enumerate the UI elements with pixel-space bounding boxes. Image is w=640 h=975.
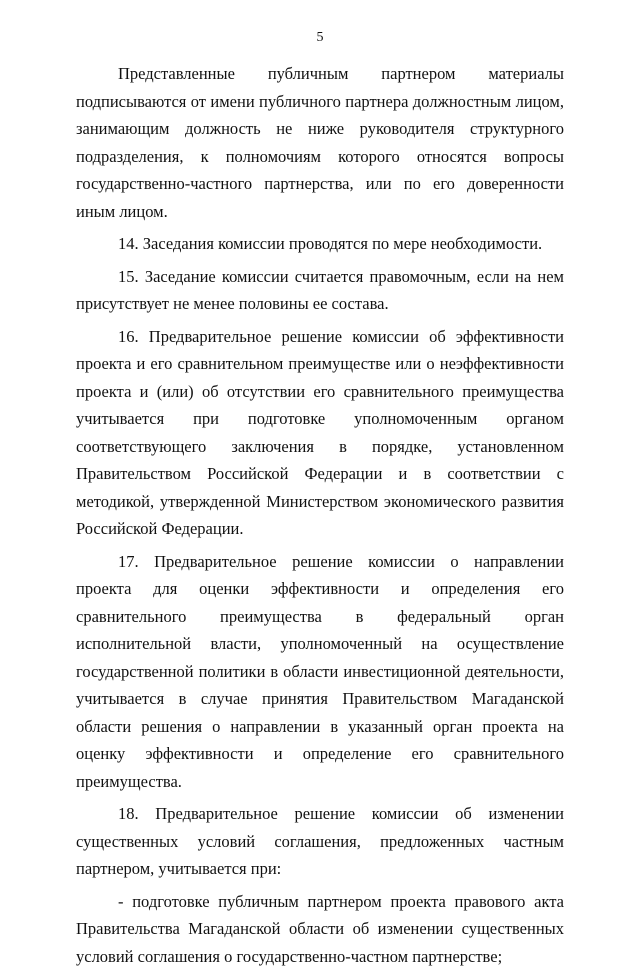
paragraph-15: 15. Заседание комиссии считается правомочным, если на нем присутствует не менее половины ее состава. — [76, 266, 564, 313]
paragraph-17: 17. Предварительное решение комиссии о направлении проекта для оценки эффективности и определения его сравнительного преимущества в федеральный орган исполнительной власти, уполномоченный на осуществление государственной политики в области инвестиционной деятельности, учитывается в случае принятия Правительством Магаданской области решения о направлении в указанный орган проекта на оценку эффективности и определение его сравнительного преимущества. — [76, 551, 564, 791]
document-body — [76, 60, 564, 975]
page-number: 5 — [316, 30, 324, 45]
paragraph-14: 14. Заседания комиссии проводятся по мере необходимости. — [118, 234, 543, 253]
paragraph-materials-signing: Представленные публичным партнером материалы подписываются от имени публичного партнера должностным лицом, занимающим должность не ниже руководителя структурного подразделения, к полномочиям которого относятся вопросы государственно-частного партнерства, или по его доверенности иным лицом. — [76, 64, 564, 221]
paragraph-18: 18. Предварительное решение комиссии об изменении существенных условий соглашения, предложенных частным партнером, учитывается при: — [76, 804, 564, 878]
paragraph-16: 16. Предварительное решение комиссии об эффективности проекта и его сравнительном преимуществе или о неэффективности проекта и (или) об отсутствии его сравнительного преимущества учитывается при подготовке уполномоченным органом соответствующего заключения в порядке, установленном Правительством Российской Федерации и в соответствии с методикой, утвержденной Министерством экономического развития Российской Федерации. — [76, 326, 564, 538]
list-item-legal-act: - подготовке публичным партнером проекта правового акта Правительства Магаданской области об изменении существенных условий соглашения о государственно-частном партнерстве; — [76, 891, 564, 966]
